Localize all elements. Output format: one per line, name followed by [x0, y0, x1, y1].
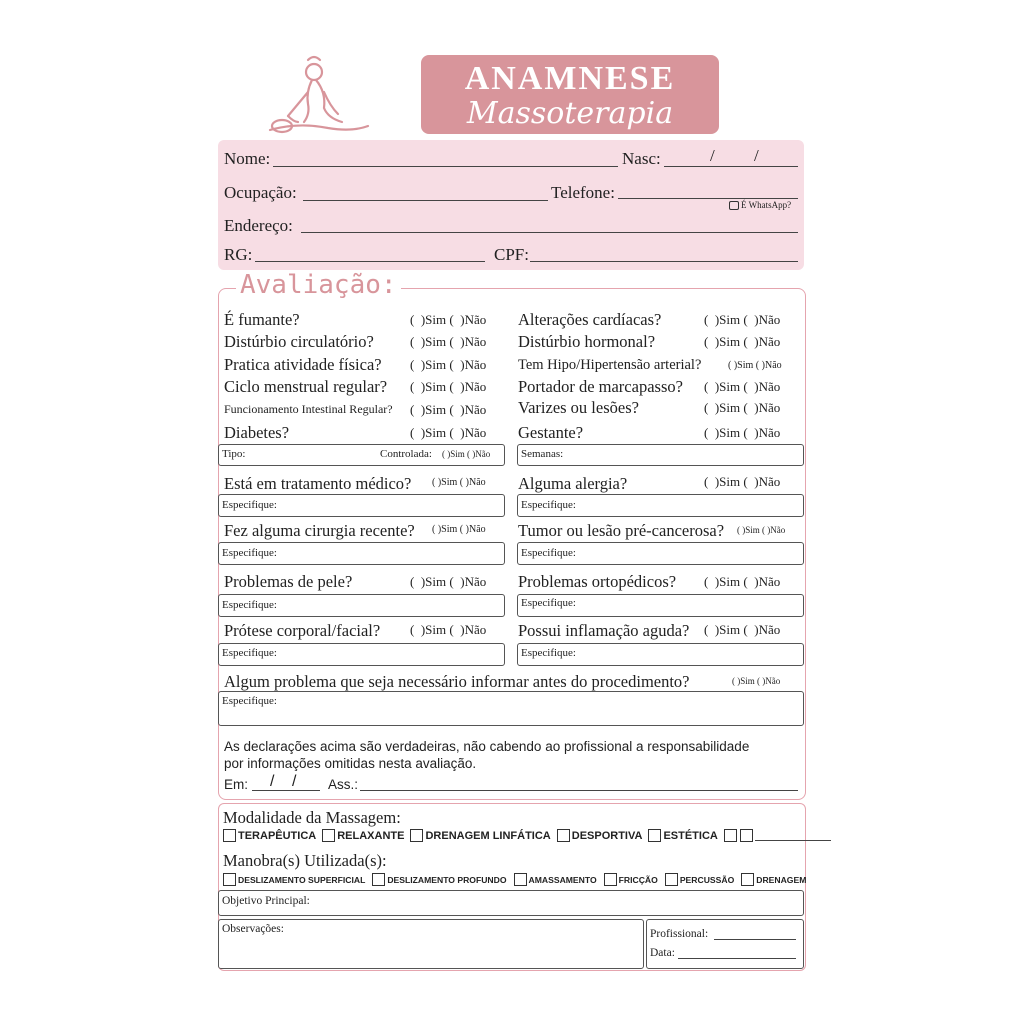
yes-no-option[interactable]: ( )Sim ( )Não [704, 474, 781, 489]
maneuver-label: AMASSAMENTO [528, 874, 597, 885]
yes-no-option[interactable]: ( )Sim ( )Não [432, 524, 486, 535]
specify-label: Especifique: [521, 647, 576, 659]
whatsapp-option[interactable] [729, 200, 791, 210]
question-orthopedic: Problemas ortopédicos? [518, 572, 677, 591]
specify-field[interactable] [218, 691, 804, 726]
modality-checkbox[interactable] [740, 829, 753, 842]
modality-checkbox[interactable] [322, 829, 335, 842]
occupation-label: Ocupação: [224, 183, 297, 202]
specify-label: Especifique: [222, 499, 277, 511]
declaration-date-field[interactable] [252, 790, 320, 791]
maneuver-checkbox[interactable] [223, 873, 236, 886]
maneuver-label: DESLIZAMENTO PROFUNDO [387, 874, 507, 885]
yes-no-option[interactable]: ( )Sim ( )Não [704, 425, 781, 440]
yes-no-option[interactable]: ( )Sim ( )Não [410, 425, 487, 440]
maneuver-label: PERCUSSÃO [679, 874, 735, 885]
address-label: Endereço: [224, 216, 293, 235]
question-hormonal: Distúrbio hormonal? [518, 332, 656, 351]
rg-field[interactable] [255, 261, 485, 262]
question-medical-treatment: Está em tratamento médico? [224, 474, 412, 493]
specify-label: Especifique: [222, 647, 277, 659]
cpf-label: CPF: [494, 245, 529, 264]
specify-label: Especifique: [222, 547, 277, 559]
date-separator: / [292, 773, 297, 790]
birth-separator: / [710, 146, 715, 165]
maneuver-checkbox[interactable] [514, 873, 527, 886]
professional-field[interactable] [714, 939, 796, 940]
maneuver-checkbox[interactable] [372, 873, 385, 886]
question-recent-surgery: Fez alguma cirurgia recente? [224, 521, 415, 540]
weeks-label: Semanas: [521, 448, 564, 460]
question-menstrual: Ciclo menstrual regular? [224, 377, 388, 396]
signature-label: Ass.: [328, 777, 359, 792]
modality-label: DRENAGEM LINFÁTICA [425, 829, 551, 842]
modality-title: Modalidade da Massagem: [223, 808, 401, 827]
yes-no-option[interactable]: ( )Sim ( )Não [704, 312, 781, 327]
question-skin: Problemas de pele? [224, 572, 353, 591]
maneuver-label: DRENAGEM [756, 874, 807, 885]
whatsapp-label: É WhatsApp? [741, 200, 792, 210]
yes-no-option[interactable]: ( )Sim ( )Não [704, 334, 781, 349]
modality-label: ESTÉTICA [663, 829, 718, 842]
form-subtitle: Massoterapia [466, 96, 674, 131]
specify-label: Especifique: [521, 597, 576, 609]
yes-no-option[interactable]: ( )Sim ( )Não [732, 676, 781, 686]
signature-field[interactable] [360, 790, 798, 791]
birth-field[interactable] [664, 166, 798, 167]
question-exercise: Pratica atividade física? [224, 355, 382, 374]
question-pregnant: Gestante? [518, 423, 584, 442]
yes-no-option[interactable]: ( )Sim ( )Não [704, 622, 781, 637]
evaluation-title: Avaliação: [236, 270, 401, 300]
maneuver-title: Manobra(s) Utilizada(s): [223, 851, 387, 870]
question-intestinal: Funcionamento Intestinal Regular? [224, 402, 393, 416]
maneuver-options [223, 873, 806, 886]
yes-no-option[interactable]: ( )Sim ( )Não [410, 357, 487, 372]
yes-no-option[interactable]: ( )Sim ( )Não [728, 360, 782, 371]
specify-label: Especifique: [521, 547, 576, 559]
question-hypertension: Tem Hipo/Hipertensão arterial? [518, 357, 702, 373]
birth-separator: / [754, 146, 759, 165]
yes-no-option[interactable]: ( )Sim ( )Não [442, 449, 491, 459]
birth-label: Nasc: [622, 149, 661, 168]
specify-label: Especifique: [521, 499, 576, 511]
modality-options [223, 829, 831, 842]
question-cardiac: Alterações cardíacas? [518, 310, 662, 329]
maneuver-checkbox[interactable] [665, 873, 678, 886]
form-title: ANAMNESE [464, 60, 676, 97]
controlled-label: Controlada: [380, 448, 432, 460]
question-smoker: É fumante? [224, 310, 300, 329]
yes-no-option[interactable]: ( )Sim ( )Não [704, 400, 781, 415]
modality-checkbox[interactable] [724, 829, 737, 842]
question-circulatory: Distúrbio circulatório? [224, 332, 374, 351]
specify-label: Especifique: [222, 599, 277, 611]
question-other-problem: Algum problema que seja necessário informar antes do procedimento? [224, 672, 690, 691]
declaration-date-label: Em: [224, 777, 249, 792]
modality-label: RELAXANTE [337, 829, 405, 842]
maneuver-checkbox[interactable] [741, 873, 754, 886]
modality-checkbox[interactable] [223, 829, 236, 842]
question-prosthesis: Prótese corporal/facial? [224, 621, 381, 640]
whatsapp-checkbox[interactable] [729, 201, 739, 210]
occupation-field[interactable] [303, 200, 548, 201]
yes-no-option[interactable]: ( )Sim ( )Não [704, 379, 781, 394]
maneuver-label: FRICÇÃO [618, 874, 658, 885]
question-tumor: Tumor ou lesão pré-cancerosa? [518, 521, 725, 540]
modality-checkbox[interactable] [648, 829, 661, 842]
phone-label: Telefone: [551, 183, 615, 202]
date-separator: / [270, 773, 275, 790]
name-field[interactable] [273, 166, 618, 167]
specify-label: Especifique: [222, 695, 277, 707]
question-inflammation: Possui inflamação aguda? [518, 621, 690, 640]
professional-box [646, 919, 804, 969]
professional-date-field[interactable] [678, 958, 796, 959]
modality-label: TERAPÊUTICA [238, 829, 317, 842]
yes-no-option[interactable]: ( )Sim ( )Não [410, 379, 487, 394]
maneuver-checkbox[interactable] [604, 873, 617, 886]
phone-field[interactable] [618, 198, 798, 199]
modality-checkbox[interactable] [410, 829, 423, 842]
yes-no-option[interactable]: ( )Sim ( )Não [410, 402, 487, 417]
question-diabetes: Diabetes? [224, 423, 290, 442]
declaration-text: As declarações acima são verdadeiras, não cabendo ao profissional a responsabilidade por informações omitidas nesta avaliação. [224, 739, 750, 771]
modality-other-field[interactable] [755, 830, 831, 841]
yes-no-option[interactable]: ( )Sim ( )Não [410, 622, 487, 637]
cpf-field[interactable] [530, 261, 798, 262]
modality-label: DESPORTIVA [571, 829, 643, 842]
type-label: Tipo: [222, 448, 246, 460]
modality-checkbox[interactable] [557, 829, 570, 842]
yes-no-option[interactable]: ( )Sim ( )Não [410, 574, 487, 589]
address-field[interactable] [301, 232, 798, 233]
rg-label: RG: [224, 245, 253, 264]
question-varicose: Varizes ou lesões? [518, 398, 639, 417]
question-allergy: Alguma alergia? [518, 474, 628, 493]
objective-label: Objetivo Principal: [222, 895, 310, 907]
name-label: Nome: [224, 149, 271, 168]
yes-no-option[interactable]: ( )Sim ( )Não [704, 574, 781, 589]
yes-no-option[interactable]: ( )Sim ( )Não [737, 525, 786, 535]
yes-no-option[interactable]: ( )Sim ( )Não [432, 477, 486, 488]
massage-woman-icon [268, 52, 372, 140]
professional-label: Profissional: [650, 928, 709, 940]
maneuver-label: DESLIZAMENTO SUPERFICIAL [238, 874, 366, 885]
question-pacemaker: Portador de marcapasso? [518, 377, 683, 396]
professional-date-label: Data: [650, 947, 675, 959]
observations-label: Observações: [222, 923, 284, 935]
yes-no-option[interactable]: ( )Sim ( )Não [410, 334, 487, 349]
yes-no-option[interactable]: ( )Sim ( )Não [410, 312, 487, 327]
